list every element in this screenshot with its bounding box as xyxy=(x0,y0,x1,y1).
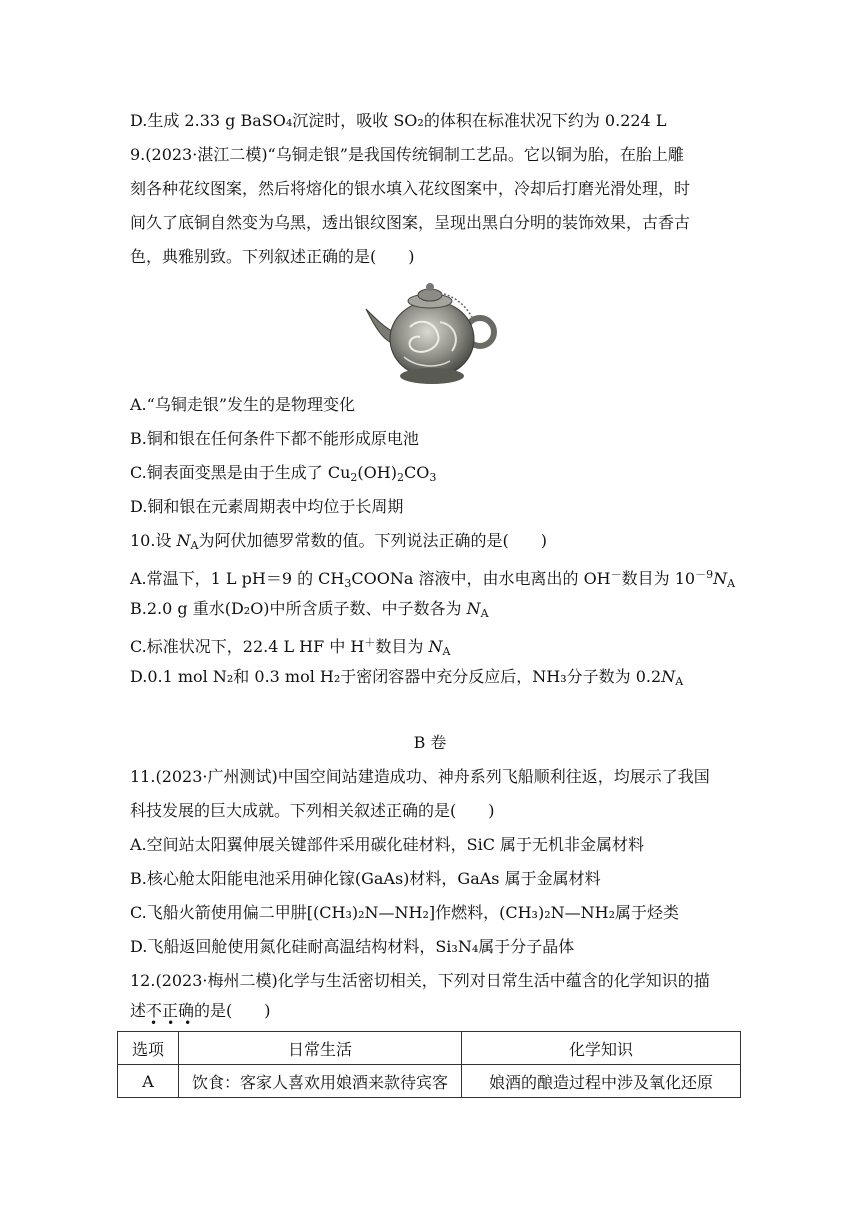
section-heading: B 卷 xyxy=(413,733,447,752)
question-10-stem xyxy=(130,530,547,557)
question-11-option-b: B.核心舱太阳能电池采用砷化镓(GaAs)材料，GaAs 属于金属材料 xyxy=(130,869,601,888)
table-row xyxy=(118,1065,741,1098)
subscript: A xyxy=(727,577,736,590)
table-cell: 饮食：客家人喜欢用娘酒来款待宾客 xyxy=(179,1065,462,1098)
avogadro-symbol: N xyxy=(428,637,443,656)
question-11-option-c: C.飞船火箭使用偏二甲肼[(CH₃)₂N—NH₂]作燃料，(CH₃)₂N—NH₂属于烃类 xyxy=(130,903,679,922)
table-cell: A xyxy=(118,1065,179,1098)
superscript: ＋ xyxy=(364,636,376,649)
question-9-stem-line-1: 9.(2023·湛江二模)“乌铜走银”是我国传统铜制工艺品。它以铜为胎，在胎上雕 xyxy=(130,145,684,164)
option-text: 数目为 xyxy=(375,637,429,656)
question-11-option-d: D.飞船返回舱使用氮化硅耐高温结构材料，Si₃N₄属于分子晶体 xyxy=(130,937,575,956)
subscript: 3 xyxy=(429,471,437,484)
question-9-option-a: A.“乌铜走银”发生的是物理变化 xyxy=(130,395,356,414)
subscript: A xyxy=(190,539,199,552)
question-9-stem-line-3: 间久了底铜自然变为乌黑，透出银纹图案，呈现出黑白分明的装饰效果，古香古 xyxy=(130,213,691,232)
teapot-image xyxy=(360,277,500,392)
question-12-stem-line-2: 述不正确的是( ) xyxy=(130,1001,271,1020)
stem-text: 为阿伏加德罗常数的值。下列说法正确的是( ) xyxy=(198,531,547,550)
formula-part: (OH) xyxy=(357,463,397,482)
table-header: 日常生活 xyxy=(179,1032,462,1065)
subscript: A xyxy=(442,645,451,658)
knowledge-table xyxy=(117,1031,741,1098)
question-11-stem-line-1: 11.(2023·广州测试)中国空间站建造成功、神舟系列飞船顺利往返，均展示了我国 xyxy=(130,767,710,786)
subscript: 3 xyxy=(344,577,352,590)
question-8-option-d: D.生成 2.33 g BaSO₄沉淀时，吸收 SO₂的体积在标准状况下约为 0.224 L xyxy=(130,111,667,130)
superscript: － xyxy=(610,568,622,581)
table-cell: 娘酒的酿造过程中涉及氧化还原 xyxy=(462,1065,741,1098)
question-9-option-d: D.铜和银在元素周期表中均位于长周期 xyxy=(130,497,404,516)
subscript: A xyxy=(480,607,489,620)
emphasis-dots: ••• xyxy=(150,1016,202,1030)
avogadro-symbol: N xyxy=(466,599,481,618)
question-11-option-a: A.空间站太阳翼伸展关键部件采用碳化硅材料，SiC 属于无机非金属材料 xyxy=(130,835,645,854)
option-c-text: C.铜表面变黑是由于生成了 Cu xyxy=(130,463,351,482)
table-header-row xyxy=(118,1032,741,1065)
avogadro-symbol: N xyxy=(661,667,676,686)
table-header: 选项 xyxy=(118,1032,179,1065)
option-text: B.2.0 g 重水(D₂O)中所含质子数、中子数各为 xyxy=(130,599,467,618)
option-text: COONa 溶液中，由水电离出的 OH xyxy=(351,569,611,588)
avogadro-symbol: N xyxy=(713,569,728,588)
option-text: C.标准状况下，22.4 L HF 中 H xyxy=(130,637,365,656)
option-text: 数目为 10 xyxy=(621,569,696,588)
option-text: A.常温下，1 L pH＝9 的 CH xyxy=(130,569,345,588)
option-text: D.0.1 mol N₂和 0.3 mol H₂于密闭容器中充分反应后，NH₃分子数为 0.2 xyxy=(130,667,662,686)
question-9-option-b: B.铜和银在任何条件下都不能形成原电池 xyxy=(130,429,419,448)
stem-prefix: 10.设 xyxy=(130,531,177,550)
question-9-stem-line-4: 色，典雅别致。下列叙述正确的是( ) xyxy=(130,247,415,266)
table-header: 化学知识 xyxy=(462,1032,741,1065)
subscript: 2 xyxy=(350,471,358,484)
subscript: 2 xyxy=(396,471,404,484)
question-9-option-c xyxy=(130,462,436,489)
subscript: A xyxy=(675,675,684,688)
question-10-option-c xyxy=(130,632,450,663)
question-9-stem-line-2: 刻各种花纹图案，然后将熔化的银水填入花纹图案中，冷却后打磨光滑处理，时 xyxy=(130,179,691,198)
question-11-stem-line-2: 科技发展的巨大成就。下列相关叙述正确的是( ) xyxy=(130,801,495,820)
question-10-option-b xyxy=(130,598,489,625)
question-10-option-d xyxy=(130,666,683,693)
superscript: －9 xyxy=(695,568,714,581)
question-12-stem-line-1: 12.(2023·梅州二模)化学与生活密切相关，下列对日常生活中蕴含的化学知识的描 xyxy=(130,971,710,990)
question-10-option-a xyxy=(130,564,735,595)
formula-part: CO xyxy=(403,463,430,482)
avogadro-symbol: N xyxy=(176,531,191,550)
